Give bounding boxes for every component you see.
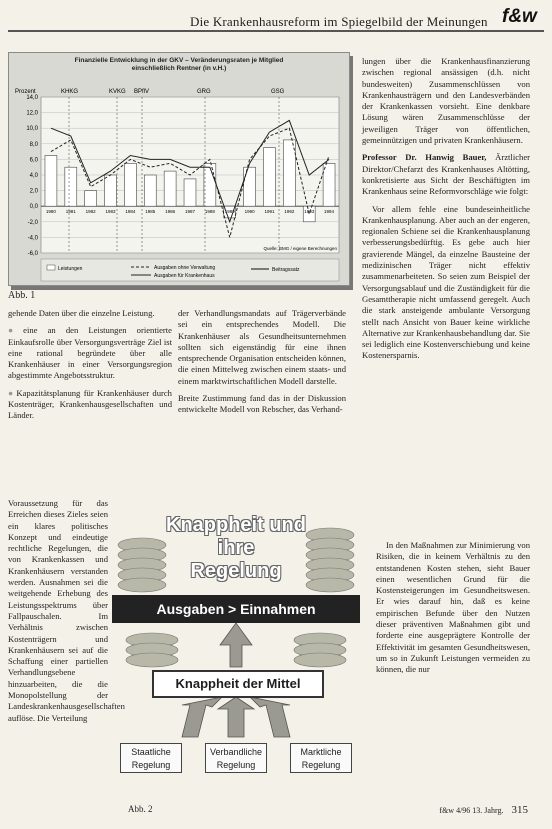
y-tick-label: -2,0 (27, 219, 38, 226)
speaker-role: Ärztlicher Direktor/Chefarzt des Krankenhauses Altötting, konkretisierte aus Sicht der Beschäftigten im Krankenhaus seine Reformvorschläge wie folgt: (362, 152, 530, 197)
infographic-title-3: Regelung (190, 560, 282, 582)
page-number: 315 (511, 804, 528, 816)
page-footer (439, 804, 528, 816)
text-column-right-lower (376, 540, 530, 682)
text-column-left (8, 308, 172, 428)
y-tick-label: 6,0 (29, 157, 38, 164)
chart-title-line-2: einschließlich Rentner (in v.H.) (131, 65, 227, 72)
bar (244, 167, 256, 206)
legend-label: Leistungen (58, 266, 83, 272)
bullet-item (8, 388, 172, 422)
bar (164, 171, 176, 206)
y-tick-label: -4,0 (27, 235, 38, 242)
bar (323, 163, 335, 206)
reform-label: GSG (271, 89, 285, 95)
x-tick-label: 1984 (125, 209, 136, 215)
regulation-box-market: Marktliche Regelung (290, 743, 352, 773)
legend-label: Beitragssatz (272, 267, 300, 273)
y-tick-label: 8,0 (29, 141, 38, 148)
bar (85, 191, 97, 207)
text-column-right (362, 56, 530, 368)
paragraph: lungen über die Krankenhausfinanzierung zwischen regional ansässigen (d.h. nicht bundesweiten) Zusammenschlüssen von Krankenhausträgern und den Landesverbänden der Krankenkassen vorsieht. Eine denkbare Lösung wären Zusammenschlüsse der jeweiligen Träger von öffentlichen, gemeinnützigen und privaten Krankenhäusern. (362, 56, 530, 146)
x-tick-label: 1991 (264, 209, 275, 215)
y-tick-label: 2,0 (29, 188, 38, 195)
x-tick-label: 1992 (284, 209, 295, 215)
figure-2-caption: Abb. 2 (128, 804, 153, 814)
x-tick-label: 1985 (145, 209, 156, 215)
y-axis-unit: Prozent (15, 89, 36, 95)
bar (45, 156, 57, 207)
infographic-title-1: Knappheit und (166, 514, 306, 536)
bar (204, 163, 216, 206)
bar (65, 167, 77, 206)
bullet-text: Kapazitätsplanung für Krankenhäuser durch Kostenträger, Krankenhausgesellschaften und Länder. (8, 387, 172, 421)
text-column-left-lower (8, 498, 125, 730)
y-tick-label: 14,0 (26, 95, 38, 101)
paragraph: gehende Daten über die einzelne Leistung. (8, 308, 155, 318)
paragraph: In den Maßnahmen zur Minimierung von Risiken, die in keinem Verhältnis zu den entstandenen Kosten stehen, sieht Bauer einen wesentlichen Grund für die Kostensteigerungen im Gesundheitswesen. Er wies darauf hin, daß es keine empirischen Befunde über den Nutzen dieser präventiven Maßnahmen gibt und forderte eine ausgeprägtere Kontrolle der Effektivität im gesamten Gesundheitswesen, um so in Zukunft Leistungen vermeiden zu können, die nur (376, 540, 530, 675)
chart-source: Quelle: BMG / eigene Berechnungen (263, 246, 337, 251)
infographic-figure-2 (112, 505, 360, 775)
x-tick-label: 1989 (224, 209, 235, 215)
regulation-box-association: Verbandliche Regelung (205, 743, 267, 773)
y-tick-label: 12,0 (26, 110, 38, 117)
text-column-middle (178, 308, 346, 422)
x-tick-label: 1982 (85, 209, 96, 215)
y-tick-label: 10,0 (26, 126, 38, 133)
expenses-exceed-income-banner: Ausgaben > Einnahmen (112, 595, 360, 623)
x-tick-label: 1981 (65, 209, 76, 215)
x-tick-label: 1994 (324, 209, 335, 215)
reform-label: KHKG (61, 89, 79, 95)
x-tick-label: 1986 (165, 209, 176, 215)
x-tick-label: 1990 (244, 209, 255, 215)
bullet-text: eine an den Leistungen orientierte Einkaufsrolle über Versorgungsverträge Ziel ist eine rational begründete über alle Krankenhäuser in einer Versorgungsregion abgestimmte Angebotsstruktur. (8, 325, 172, 381)
running-title: Die Krankenhausreform im Spiegelbild der Meinungen (190, 14, 488, 29)
scarcity-box: Knappheit der Mittel (152, 670, 324, 698)
paragraph: Voraussetzung für das Erreichen dieses Zieles seien ein klares politisches Konzept und eindeutige rechtliche Regelungen, die von Krankenkassen und Krankenhäusern verstanden werden. Ausnahmen sei die weitgehende Erhebung des Leistungsspektrums über Fallpauschalen. Im Verhältnis zwischen Kostenträgern und Krankenhäusern sei auf die Schaffung einer partiellen Verhandlungsebene hinzuarbeiten, die die Monopolstellung der Landeskrankenhausgesellschaften auflöse. Die Verteilung (8, 498, 125, 723)
legend-swatch (47, 265, 55, 270)
bar (124, 163, 136, 206)
speaker-name: Professor Dr. Hanwig Bauer, (362, 152, 487, 163)
chart-title-line-1: Finanzielle Entwicklung in der GKV – Veränderungsraten je Mitglied (74, 57, 284, 64)
y-tick-label: 4,0 (29, 173, 38, 179)
reform-label: KVKG (109, 89, 126, 95)
chart-svg (9, 53, 349, 285)
legend-label: Ausgaben ohne Verwaltung (154, 265, 216, 271)
reform-label: GRG (197, 89, 211, 95)
x-tick-label: 1993 (304, 209, 315, 215)
x-tick-label: 1980 (45, 209, 56, 215)
bar (283, 140, 295, 206)
paragraph: Breite Zustimmung fand das in der Diskussion entwickelte Modell von Rebscher, das Verhand- (178, 393, 346, 415)
y-tick-label: -6,0 (27, 251, 38, 257)
journal-logo: f&w (502, 6, 537, 27)
figure-1-caption: Abb. 1 (8, 290, 36, 301)
bullet-item (8, 325, 172, 381)
y-tick-label: 0,0 (29, 204, 38, 211)
bar (105, 175, 117, 206)
bar (264, 148, 276, 207)
regulation-box-state: Staatliche Regelung (120, 743, 182, 773)
journal-issue: f&w 4/96 13. Jahrg. (439, 806, 504, 815)
paragraph-signature (362, 152, 530, 197)
header-rule (8, 30, 544, 32)
bar (144, 175, 156, 206)
x-tick-label: 1988 (204, 209, 215, 215)
paragraph: der Verhandlungsmandats auf Trägerverbände sei ein entsprechendes Modell. Die Krankenhäuser als Gesundheitsunternehmen sollten sich eigenständig für eine ihnen entsprechende Organisation entscheiden können, die einen Mittelweg zwischen einem staats- und einem marktwirtschaftlichen Modell darstelle. (178, 308, 346, 386)
x-tick-label: 1987 (184, 209, 196, 215)
reform-label: BPflV (134, 89, 150, 95)
infographic-title-2: ihre (217, 537, 255, 559)
chart-figure-1 (8, 52, 350, 286)
bar (184, 179, 196, 206)
x-tick-label: 1983 (105, 209, 116, 215)
legend-label: Ausgaben für Krankenhaus (154, 273, 215, 279)
paragraph: Vor allem fehle eine bundeseinheitliche Krankenhausplanung. Aber auch an der engeren, regionalen Schiene sei die Krankenhausplanung verbesserungsbedürftig. Es gebe auch hier gravierende Mängel, da einzelne Bausteine der medizinischen Träger nicht effektiv zusammenarbeiteten. So seien zum Beispiel der Versorgungsablauf und die Zuständigkeit für die Gesamttherapie nicht umfassend geregelt. Auch die stark ansteigende ambulante Versorgung stellt nach Ansicht von Bauer keine wirkliche Alternative zur Krankenhausbehandlung dar. Sie sei lediglich eine Kostenverschiebung und keine Kostenersparnis. (362, 203, 530, 361)
